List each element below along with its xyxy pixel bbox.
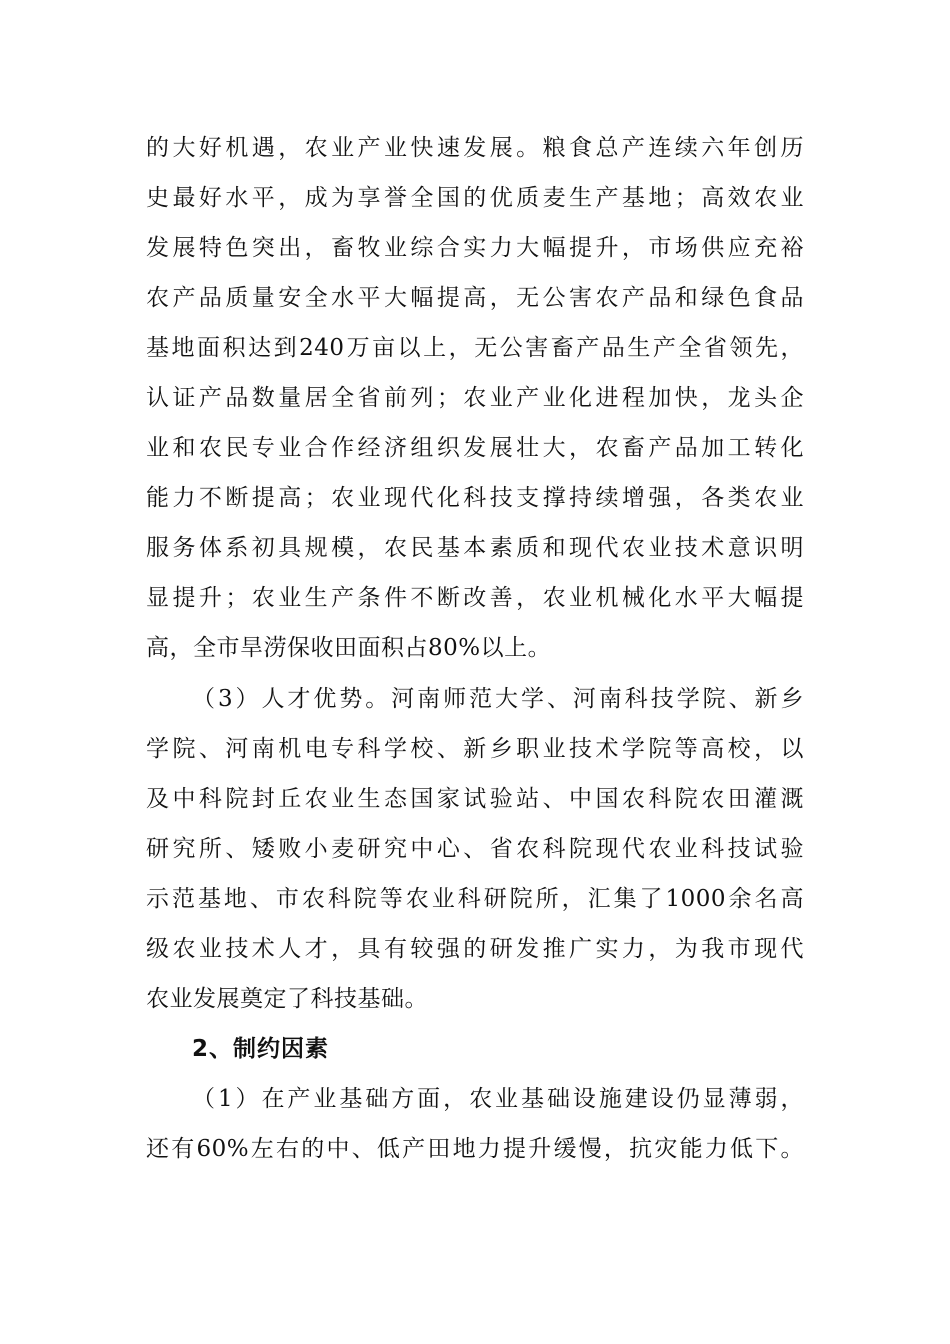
text-line: （3）人才优势。河南师范大学、河南科技学院、新乡: [192, 686, 804, 712]
text-line: 基地面积达到240万亩以上，无公害畜产品生产全省领先，: [146, 335, 804, 361]
text-line: 级农业技术人才，具有较强的研发推广实力，为我市现代: [146, 936, 804, 962]
text-line: 业和农民专业合作经济组织发展壮大，农畜产品加工转化: [146, 435, 804, 461]
text-line: 及中科院封丘农业生态国家试验站、中国农科院农田灌溉: [146, 786, 804, 812]
text-line: （1）在产业基础方面，农业基础设施建设仍显薄弱，: [192, 1086, 804, 1112]
text-line: 学院、河南机电专科学校、新乡职业技术学院等高校，以: [146, 736, 804, 762]
text-line: 显提升；农业生产条件不断改善，农业机械化水平大幅提: [146, 585, 804, 611]
text-line: 农业发展奠定了科技基础。: [146, 986, 428, 1012]
text-line: 的大好机遇，农业产业快速发展。粮食总产连续六年创历: [146, 135, 804, 161]
text-line: 高，全市旱涝保收田面积占80%以上。: [146, 635, 552, 661]
section-heading: 2、制约因素: [192, 1036, 330, 1062]
text-line: 认证产品数量居全省前列；农业产业化进程加快，龙头企: [146, 385, 804, 411]
text-line: 发展特色突出，畜牧业综合实力大幅提升，市场供应充裕: [146, 235, 804, 261]
text-line: 史最好水平，成为享誉全国的优质麦生产基地；高效农业: [146, 185, 804, 211]
text-line: 还有60%左右的中、低产田地力提升缓慢，抗灾能力低下。: [146, 1136, 804, 1162]
text-line: 研究所、矮败小麦研究中心、省农科院现代农业科技试验: [146, 836, 804, 862]
text-line: 示范基地、市农科院等农业科研院所，汇集了1000余名高: [146, 886, 804, 912]
text-line: 农产品质量安全水平大幅提高，无公害农产品和绿色食品: [146, 285, 804, 311]
text-line: 服务体系初具规模，农民基本素质和现代农业技术意识明: [146, 535, 804, 561]
text-line: 能力不断提高；农业现代化科技支撑持续增强，各类农业: [146, 485, 804, 511]
